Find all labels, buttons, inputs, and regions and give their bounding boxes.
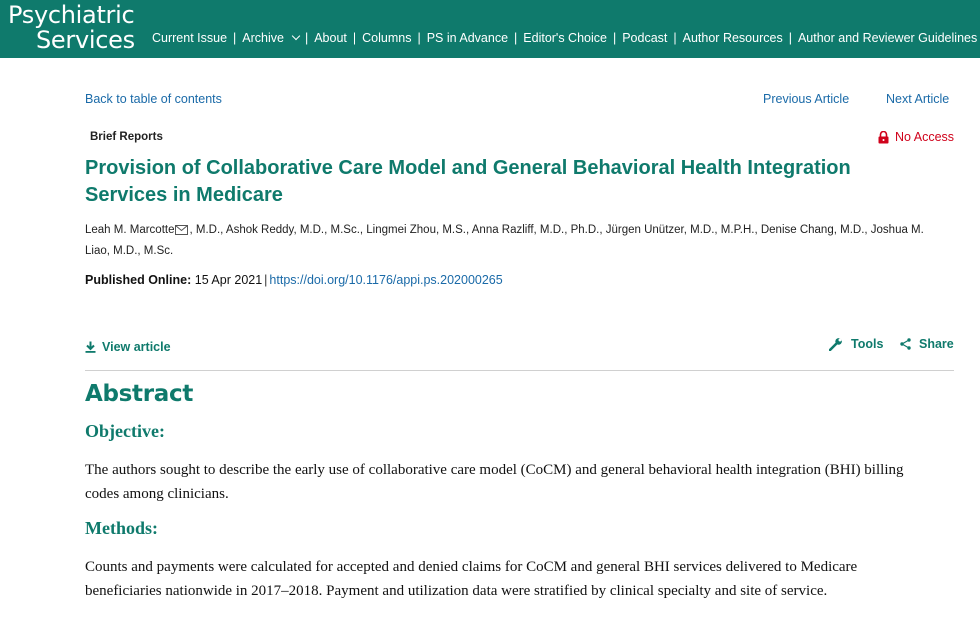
pub-separator: |	[264, 273, 268, 287]
methods-heading: Methods:	[85, 518, 158, 538]
article-section-label: Brief Reports	[90, 131, 163, 143]
nav-separator: |	[788, 31, 792, 45]
view-article-button[interactable]	[85, 340, 171, 354]
objective-heading: Objective:	[85, 421, 165, 441]
site-logo[interactable]	[8, 3, 135, 53]
nav-separator: |	[233, 31, 237, 45]
view-article-label: View article	[102, 340, 171, 354]
nav-current-issue[interactable]: Current Issue	[152, 31, 228, 45]
publication-info	[85, 273, 503, 287]
nav-separator: |	[352, 31, 357, 45]
published-date: 15 Apr 2021	[194, 273, 263, 287]
share-icon	[900, 338, 911, 350]
tools-button[interactable]	[829, 337, 883, 351]
share-button[interactable]	[900, 337, 954, 351]
nav-author-reviewer-guidelines[interactable]: Author and Reviewer Guidelines	[797, 31, 978, 45]
download-icon	[85, 341, 96, 353]
nav-archive-label: Archive	[242, 31, 284, 45]
main-nav	[152, 31, 977, 45]
nav-archive[interactable]	[242, 31, 299, 45]
previous-article-link[interactable]: Previous Article	[763, 92, 850, 106]
methods-text: Counts and payments were calculated for accepted and denied claims for CoCM and general BHI services delivered to Medicare beneficiaries nationwide in 2017–2018. Payment and utilization data were stratified by clinical specialty and site of service.	[85, 559, 858, 599]
first-author[interactable]: Leah M. Marcotte	[85, 224, 175, 236]
next-article-link[interactable]: Next Article	[886, 92, 950, 106]
author-list	[85, 220, 945, 262]
nav-separator: |	[514, 31, 518, 45]
nav-about[interactable]: About	[314, 31, 347, 45]
nav-ps-in-advance[interactable]: PS in Advance	[426, 31, 509, 45]
nav-podcast[interactable]: Podcast	[622, 31, 668, 45]
section-divider	[85, 370, 954, 371]
nav-author-resources[interactable]: Author Resources	[682, 31, 783, 45]
nav-separator: |	[673, 31, 677, 45]
remaining-authors: , M.D., Ashok Reddy, M.D., M.Sc., Lingmei Zhou, M.S., Anna Razliff, M.D., Ph.D., Jürgen Unützer, M.D., M.P.H., Denise Chang, M.D., Joshua M. Liao, M.D., M.Sc.	[85, 224, 924, 257]
published-label: Published Online:	[85, 273, 192, 287]
back-to-toc-link[interactable]: Back to table of contents	[85, 92, 222, 106]
nav-editors-choice[interactable]: Editor's Choice	[523, 31, 607, 45]
nav-separator: |	[417, 31, 421, 45]
access-status	[878, 130, 954, 144]
logo-line-1: Psychiatric	[8, 1, 135, 29]
site-header	[0, 0, 980, 58]
article-title: Provision of Collaborative Care Model and General Behavioral Health Integration Services in Medicare	[85, 157, 851, 206]
mail-icon[interactable]	[175, 225, 188, 235]
share-label: Share	[919, 337, 954, 351]
nav-separator: |	[612, 31, 617, 45]
objective-text: The authors sought to describe the early use of collaborative care model (CoCM) and general behavioral health integration (BHI) billing codes among clinicians.	[85, 462, 904, 502]
no-access-label: No Access	[895, 130, 955, 144]
tools-label: Tools	[851, 337, 884, 351]
lock-icon	[878, 131, 889, 144]
doi-link[interactable]: https://doi.org/10.1176/appi.ps.202000265	[269, 273, 503, 287]
abstract-heading: Abstract	[85, 381, 194, 407]
nav-columns[interactable]: Columns	[362, 31, 412, 45]
nav-separator: |	[304, 31, 309, 45]
wrench-icon	[829, 337, 843, 351]
logo-line-2: Services	[36, 26, 135, 54]
